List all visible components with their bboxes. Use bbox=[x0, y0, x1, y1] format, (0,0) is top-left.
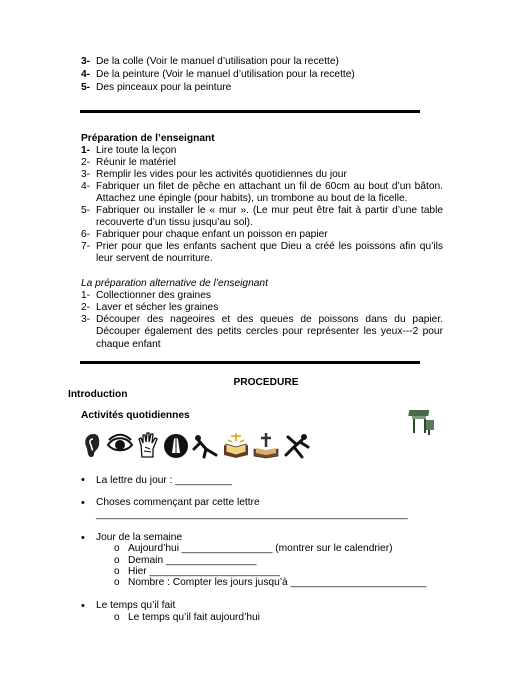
prep-title: Préparation de l’enseignant bbox=[81, 133, 215, 144]
school-desk-icon bbox=[408, 406, 436, 436]
divider bbox=[80, 361, 420, 364]
list-number: 3- bbox=[81, 56, 91, 67]
introduction-title: Introduction bbox=[68, 389, 128, 400]
bullet-glyph: • bbox=[81, 600, 85, 612]
list-number: 3- bbox=[81, 169, 91, 180]
list-number: 1- bbox=[81, 145, 91, 156]
list-text: Remplir les vides pour les activités quotidiennes du jour bbox=[96, 169, 347, 180]
list-text: Prier pour que les enfants sachent que Dieu a créé les poissons afin qu’ils leur servent de nourriture. bbox=[96, 241, 443, 265]
count-days-line: Nombre : Compter les jours jusqu’à ________________________ bbox=[128, 577, 427, 588]
daily-activities-title: Activités quotidiennes bbox=[81, 410, 190, 421]
activity-icons bbox=[80, 431, 310, 459]
list-number: 2- bbox=[81, 302, 91, 313]
list-number: 3- bbox=[81, 314, 91, 325]
weather-today-line: Le temps qu’il fait aujourd’hui bbox=[128, 612, 260, 623]
list-number: 5- bbox=[81, 205, 91, 216]
circle-bullet: o bbox=[114, 612, 120, 623]
bible-cross-icon bbox=[252, 431, 280, 459]
list-text: Fabriquer pour chaque enfant un poisson en papier bbox=[96, 229, 328, 240]
letter-of-day: La lettre du jour : __________ bbox=[96, 475, 232, 486]
alt-prep-title: La préparation alternative de l’enseignant bbox=[81, 278, 268, 289]
list-number: 7- bbox=[81, 241, 91, 252]
ear-icon bbox=[80, 431, 104, 459]
stretching-figure-icon bbox=[282, 431, 310, 459]
circle-bullet: o bbox=[114, 543, 120, 554]
list-number: 6- bbox=[81, 229, 91, 240]
list-number: 2- bbox=[81, 157, 91, 168]
praying-hands-icon bbox=[162, 431, 190, 459]
list-text: Réunir le matériel bbox=[96, 157, 176, 168]
list-number: 4- bbox=[81, 69, 91, 80]
tomorrow-line: Demain ________________ bbox=[128, 555, 257, 566]
list-text: Laver et sécher les graines bbox=[96, 302, 219, 313]
eye-icon bbox=[106, 431, 134, 459]
circle-bullet: o bbox=[114, 577, 120, 588]
list-number: 4- bbox=[81, 181, 91, 192]
list-number: 1- bbox=[81, 290, 91, 301]
things-starting-with-letter: Choses commençant par cette lettre bbox=[96, 497, 260, 508]
list-text: Fabriquer ou installer le « mur ». (Le mur peut être fait à partir d’une table recouverte d’un tissu jusqu’au sol). bbox=[96, 205, 443, 229]
exercise-figure-icon bbox=[192, 431, 220, 459]
open-book-icon bbox=[222, 431, 250, 459]
list-text: De la peinture (Voir le manuel d’utilisation pour la recette) bbox=[96, 69, 355, 80]
bullet-glyph: • bbox=[81, 497, 85, 509]
circle-bullet: o bbox=[114, 566, 120, 577]
weather-title: Le temps qu’il fait bbox=[96, 600, 176, 611]
procedure-title: PROCEDURE bbox=[233, 377, 299, 388]
bullet-glyph: • bbox=[81, 474, 85, 486]
today-line: Aujourd’hui ________________ (montrer sur le calendrier) bbox=[128, 543, 393, 554]
hand-icon bbox=[136, 431, 160, 459]
list-number: 5- bbox=[81, 82, 91, 93]
divider bbox=[80, 110, 420, 113]
list-text: De la colle (Voir le manuel d’utilisation pour la recette) bbox=[96, 56, 339, 67]
bullet-glyph: • bbox=[81, 532, 85, 544]
list-text: Découper des nageoires et des queues de poissons dans du papier. Découper également des petits cercles pour représenter les yeux---2 pour chaque enfant bbox=[96, 314, 443, 350]
list-text: Collectionner des graines bbox=[96, 290, 211, 301]
list-text: Fabriquer un filet de pêche en attachant un fil de 60cm au bout d’un bâton. Attachez une épingle (pour habits), un trombone au bout de la ficelle. bbox=[96, 181, 443, 205]
things-answer-line: _______________________________________________________ bbox=[96, 509, 408, 520]
list-text: Lire toute la leçon bbox=[96, 145, 177, 156]
yesterday-line: Hier _______________________ bbox=[128, 566, 280, 577]
circle-bullet: o bbox=[114, 555, 120, 566]
list-text: Des pinceaux pour la peinture bbox=[96, 82, 232, 93]
day-of-week-title: Jour de la semaine bbox=[96, 532, 183, 543]
